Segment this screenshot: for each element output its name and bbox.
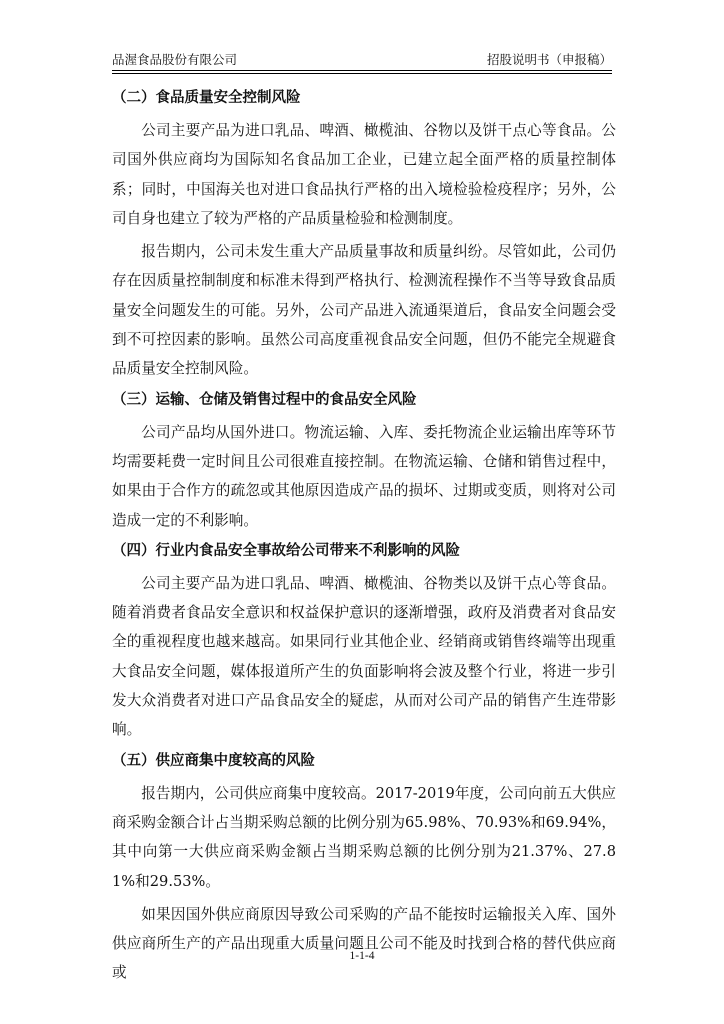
section-logistics-safety-risk: [112, 388, 616, 535]
header-rule: [112, 73, 612, 74]
paragraph: 公司产品均从国外进口。物流运输、入库、委托物流企业运输出库等环节均需要耗费一定时间且公司很难直接控制。在物流运输、仓储和销售过程中，如果由于合作方的疏忽或其他原因造成产品的损坏、过期或变质，则将对公司造成一定的不利影响。: [112, 423, 616, 529]
document-body: [112, 86, 616, 992]
header-document-type: 招股说明书（申报稿）: [486, 52, 612, 67]
section-heading: （四）行业内食品安全事故给公司带来不利影响的风险: [112, 542, 460, 559]
paragraph: 如果因国外供应商原因导致公司采购的产品不能按时运输报关入库、国外供应商所生产的产品出现重大质量问题且公司不能及时找到合格的替代供应商或: [112, 905, 616, 982]
paragraph: 报告期内，公司未发生重大产品质量事故和质量纠纷。尽管如此，公司仍存在因质量控制制度和标准未得到严格执行、检测流程操作不当等导致食品质量安全问题发生的可能。另外，公司产品进入流通渠道后，食品安全问题会受到不可控因素的影响。虽然公司高度重视食品安全问题，但仍不能完全规避食品质量安全控制风险。: [112, 243, 616, 378]
paragraph: 报告期内，公司供应商集中度较高。2017-2019年度，公司向前五大供应商采购金额合计占当期采购总额的比例分别为65.98%、70.93%和69.94%，其中向第一大供应商采购金额占当期采购总额的比例分别为21.37%、27.81%和29.53%。: [112, 784, 616, 890]
paragraph: 公司主要产品为进口乳品、啤酒、橄榄油、谷物类以及饼干点心等食品。随着消费者食品安全意识和权益保护意识的逐渐增强，政府及消费者对食品安全的重视程度也越来越高。如果同行业其他企业、经销商或销售终端等出现重大食品安全问题，媒体报道所产生的负面影响将会波及整个行业，将进一步引发大众消费者对进口产品食品安全的疑虑，从而对公司产品的销售产生连带影响。: [112, 574, 616, 739]
section-food-quality-risk: [112, 86, 616, 384]
section-heading: （二）食品质量安全控制风险: [112, 90, 301, 106]
paragraph: 公司主要产品为进口乳品、啤酒、橄榄油、谷物以及饼干点心等食品。公司国外供应商均为国际知名食品加工企业，已建立起全面严格的质量控制体系；同时，中国海关也对进口食品执行严格的出入境检验检疫程序；另外，公司自身也建立了较为严格的产品质量检验和检测制度。: [112, 122, 616, 227]
page-header: [112, 50, 612, 71]
section-industry-incident-risk: [112, 539, 616, 745]
header-company-name: 品渥食品股份有限公司: [112, 52, 238, 67]
section-heading: （三）运输、仓储及销售过程中的食品安全风险: [112, 391, 417, 408]
page-number: 1-1-4: [349, 950, 375, 962]
section-heading: （五）供应商集中度较高的风险: [112, 752, 315, 769]
